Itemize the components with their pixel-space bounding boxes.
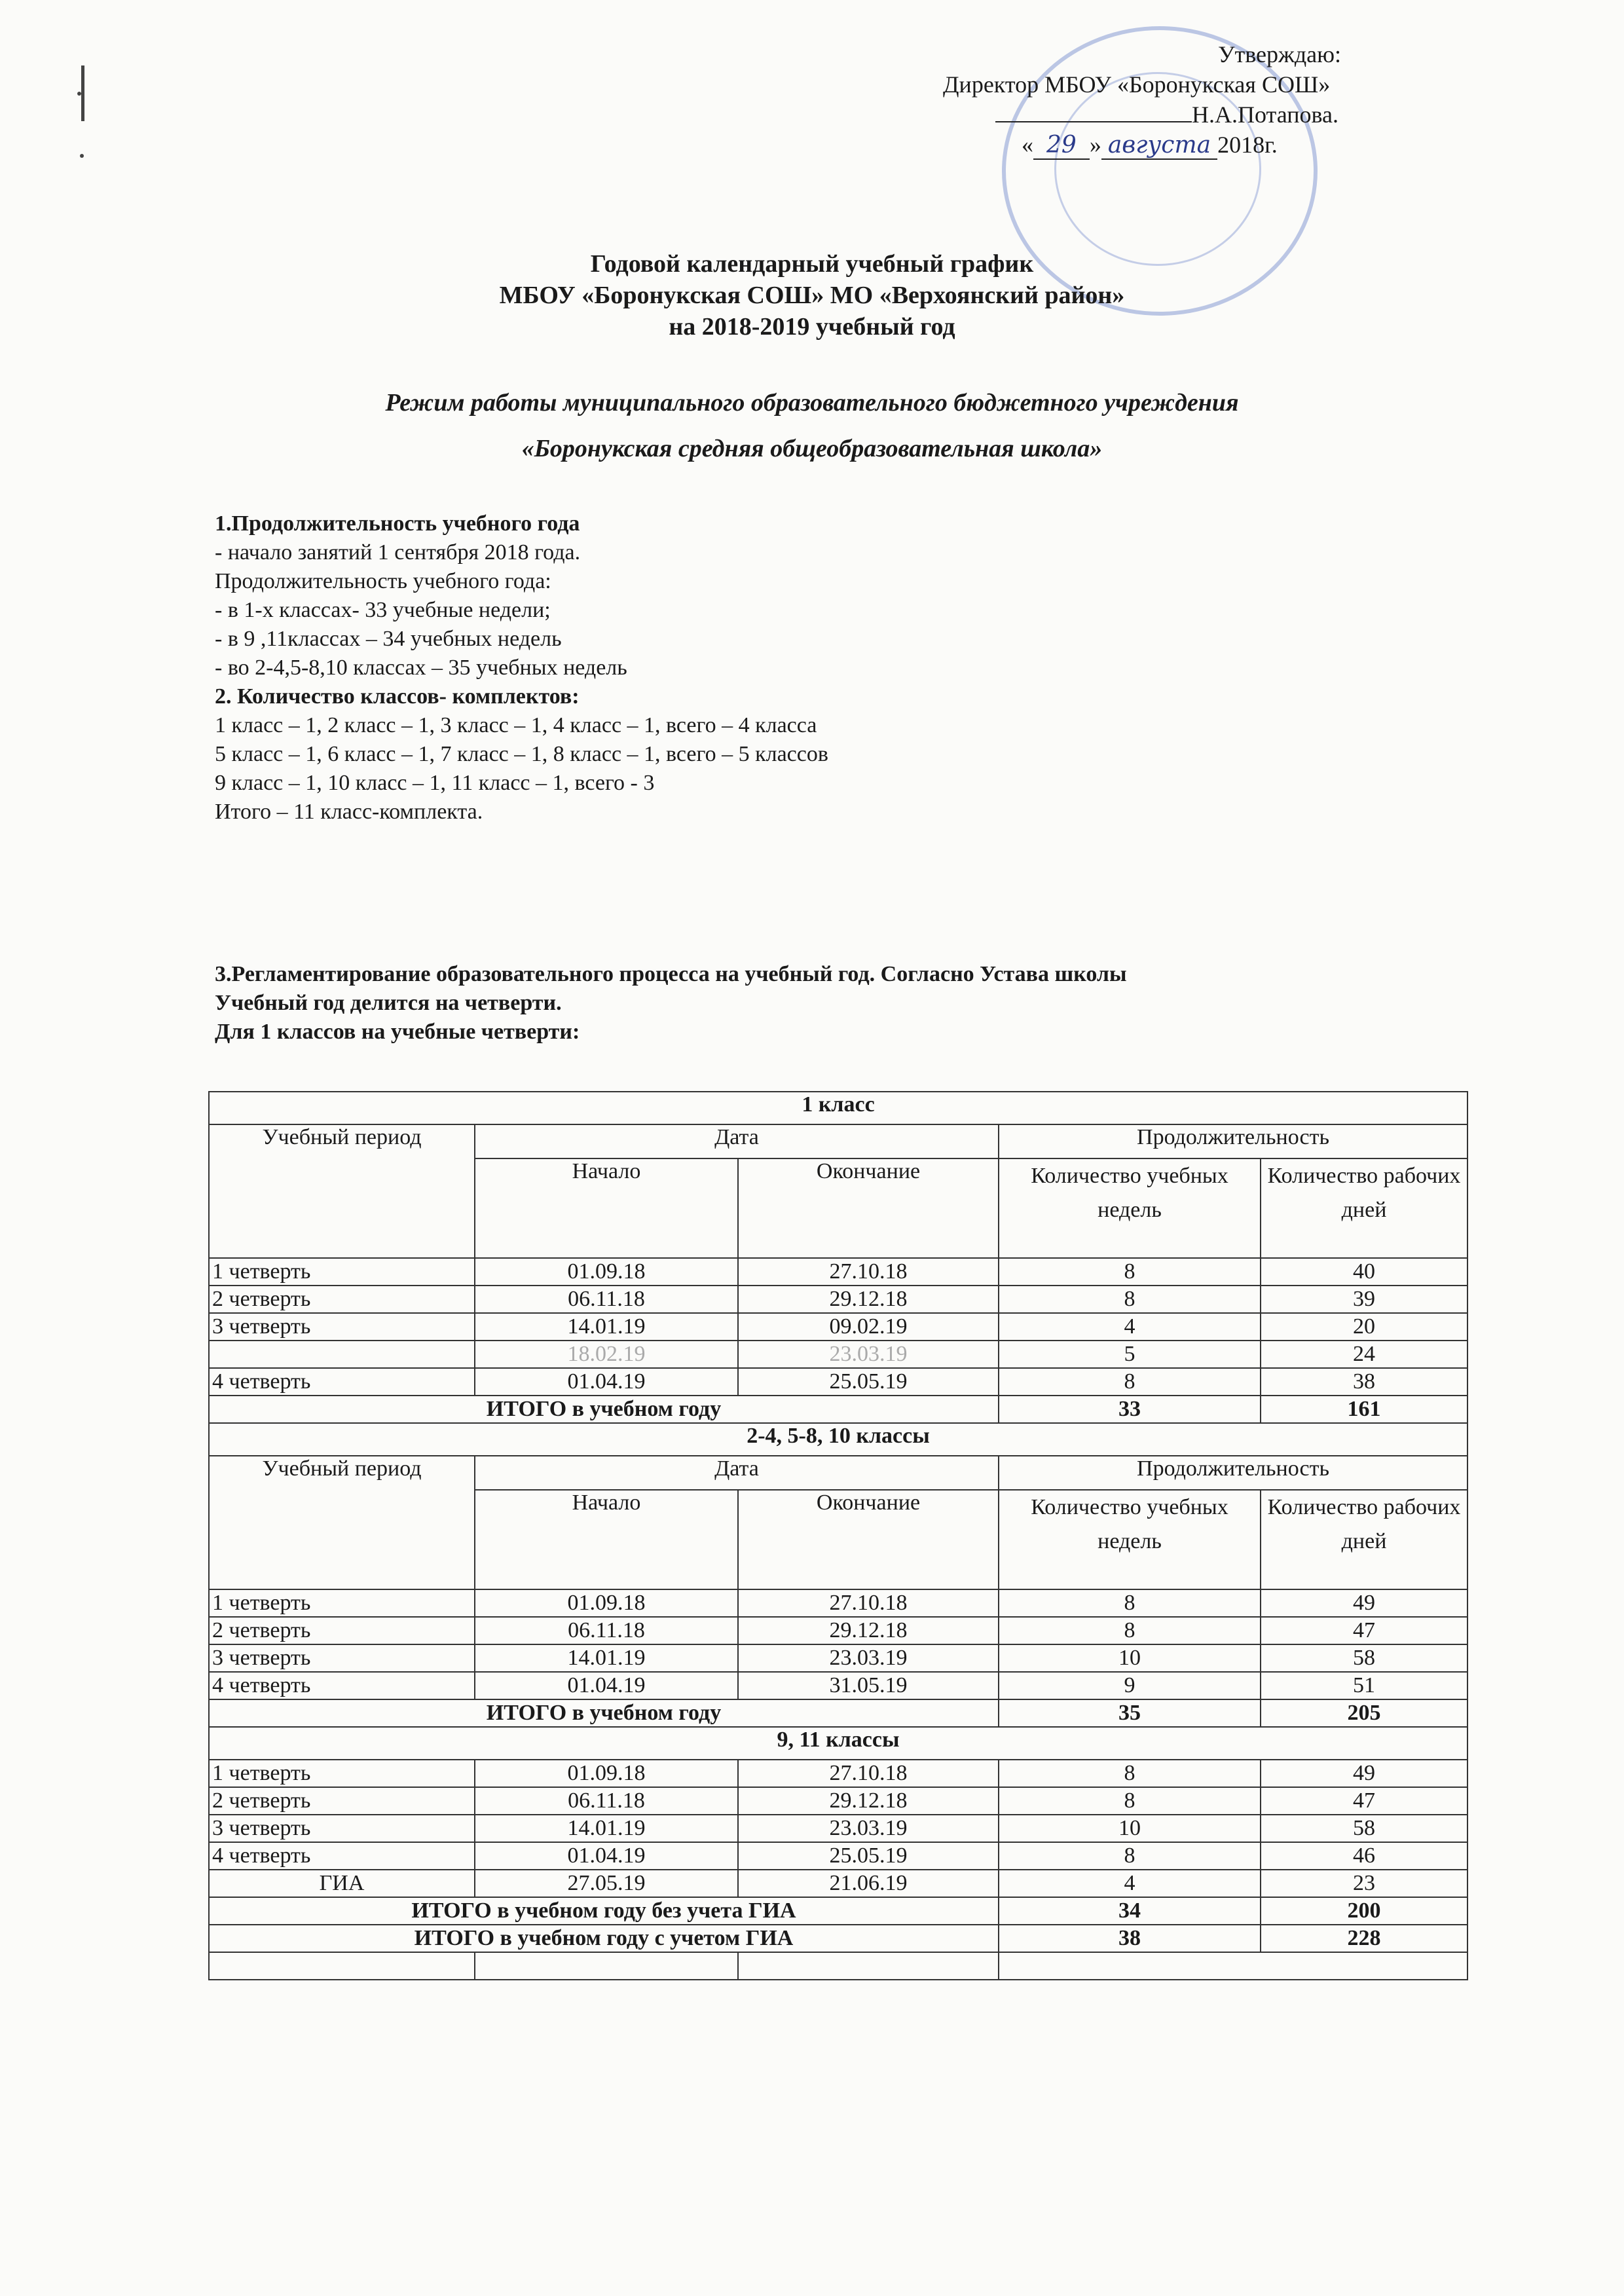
header-date: Дата <box>475 1124 999 1158</box>
header-duration: Продолжительность <box>999 1456 1467 1490</box>
cell-end: 25.05.19 <box>738 1368 999 1396</box>
cell-period: 3 четверть <box>209 1815 475 1842</box>
header-period: Учебный период <box>209 1124 475 1258</box>
cell-days: 58 <box>1261 1644 1467 1672</box>
group-title: 9, 11 классы <box>209 1727 1467 1760</box>
total-row <box>209 1396 1467 1423</box>
document-title-line3: на 2018-2019 учебный год <box>669 313 955 341</box>
cell-start: 27.05.19 <box>475 1870 738 1897</box>
empty-cell <box>738 1952 999 1980</box>
header-period: Учебный период <box>209 1456 475 1589</box>
table-row <box>209 1286 1467 1313</box>
group-title: 1 класс <box>209 1092 1467 1124</box>
cell-period: 4 четверть <box>209 1842 475 1870</box>
cell-start: 01.09.18 <box>475 1760 738 1787</box>
cell-start: 06.11.18 <box>475 1787 738 1815</box>
section-2-line: Итого – 11 класс-комплекта. <box>215 800 483 824</box>
scan-dot <box>80 154 84 158</box>
cell-period: 2 четверть <box>209 1617 475 1644</box>
header-row <box>209 1124 1467 1158</box>
cell-start: 06.11.18 <box>475 1617 738 1644</box>
cell-weeks: 5 <box>999 1341 1261 1368</box>
document-subtitle-line1: Режим работы муниципального образовательного бюджетного учреждения <box>385 389 1239 417</box>
cell-start: 06.11.18 <box>475 1286 738 1313</box>
table-row <box>209 1815 1467 1842</box>
section-1-line: - в 1-х классах- 33 учебные недели; <box>215 598 551 622</box>
empty-row <box>209 1952 1467 1980</box>
total-weeks: 35 <box>999 1699 1261 1727</box>
cell-start: 14.01.19 <box>475 1644 738 1672</box>
date-quote-open: « <box>1022 132 1033 158</box>
cell-days: 40 <box>1261 1258 1467 1286</box>
cell-weeks: 8 <box>999 1787 1261 1815</box>
cell-weeks: 8 <box>999 1589 1261 1617</box>
cell-weeks: 4 <box>999 1870 1261 1897</box>
total-row <box>209 1699 1467 1727</box>
cell-days: 39 <box>1261 1286 1467 1313</box>
total-label: ИТОГО в учебном году <box>209 1699 999 1727</box>
cell-weeks: 4 <box>999 1313 1261 1341</box>
document-title-line1: Годовой календарный учебный график <box>590 250 1034 278</box>
cell-end: 27.10.18 <box>738 1760 999 1787</box>
table-row <box>209 1760 1467 1787</box>
cell-start: 01.09.18 <box>475 1258 738 1286</box>
section-2-line: 1 класс – 1, 2 класс – 1, 3 класс – 1, 4 класс – 1, всего – 4 класса <box>215 713 817 737</box>
cell-days: 49 <box>1261 1589 1467 1617</box>
approval-name: Н.А.Потапова. <box>1192 102 1338 128</box>
cell-weeks: 10 <box>999 1815 1261 1842</box>
cell-period: 1 четверть <box>209 1589 475 1617</box>
table-row <box>209 1313 1467 1341</box>
cell-period: 2 четверть <box>209 1787 475 1815</box>
cell-weeks: 8 <box>999 1760 1261 1787</box>
header-weeks: Количество учебных недель <box>999 1490 1261 1589</box>
cell-end: 23.03.19 <box>738 1341 999 1368</box>
approval-block <box>904 39 1493 160</box>
table-row <box>209 1644 1467 1672</box>
cell-weeks: 8 <box>999 1368 1261 1396</box>
cell-days: 23 <box>1261 1870 1467 1897</box>
cell-days: 49 <box>1261 1760 1467 1787</box>
date-year: 2018г. <box>1217 132 1278 158</box>
section-3-line: Для 1 классов на учебные четверти: <box>215 1020 580 1044</box>
empty-cell <box>209 1952 475 1980</box>
header-row <box>209 1456 1467 1490</box>
cell-period: 3 четверть <box>209 1313 475 1341</box>
cell-end: 21.06.19 <box>738 1870 999 1897</box>
table-row <box>209 1617 1467 1644</box>
cell-days: 24 <box>1261 1341 1467 1368</box>
total-weeks: 34 <box>999 1897 1261 1925</box>
section-1-line: - во 2-4,5-8,10 классах – 35 учебных недель <box>215 656 627 680</box>
table-row <box>209 1870 1467 1897</box>
group-title: 2-4, 5-8, 10 классы <box>209 1423 1467 1456</box>
section-2-line: 5 класс – 1, 6 класс – 1, 7 класс – 1, 8 класс – 1, всего – 5 классов <box>215 742 828 766</box>
cell-period: 4 четверть <box>209 1368 475 1396</box>
cell-period: 2 четверть <box>209 1286 475 1313</box>
cell-period: 4 четверть <box>209 1672 475 1699</box>
total-days: 161 <box>1261 1396 1467 1423</box>
cell-start: 14.01.19 <box>475 1313 738 1341</box>
cell-start: 01.04.19 <box>475 1842 738 1870</box>
scan-mark <box>81 65 84 121</box>
cell-period <box>209 1341 475 1368</box>
document-title-line2: МБОУ «Боронукская СОШ» МО «Верхоянский район» <box>499 282 1125 309</box>
cell-period: 1 четверть <box>209 1760 475 1787</box>
cell-end: 29.12.18 <box>738 1286 999 1313</box>
total-label: ИТОГО в учебном году без учета ГИА <box>209 1897 999 1925</box>
section-1-line: - начало занятий 1 сентября 2018 года. <box>215 540 581 565</box>
section-1-line: - в 9 ,11классах – 34 учебных недель <box>215 627 562 651</box>
group-title-row <box>209 1092 1467 1124</box>
table-row <box>209 1672 1467 1699</box>
cell-end: 27.10.18 <box>738 1258 999 1286</box>
total-label: ИТОГО в учебном году <box>209 1396 999 1423</box>
total-label: ИТОГО в учебном году с учетом ГИА <box>209 1925 999 1952</box>
cell-period: 3 четверть <box>209 1644 475 1672</box>
section-2-heading: 2. Количество классов- комплектов: <box>215 684 580 709</box>
total-row <box>209 1897 1467 1925</box>
cell-weeks: 8 <box>999 1258 1261 1286</box>
cell-days: 20 <box>1261 1313 1467 1341</box>
empty-cell <box>475 1952 738 1980</box>
total-days: 200 <box>1261 1897 1467 1925</box>
header-date: Дата <box>475 1456 999 1490</box>
section-1-heading: 1.Продолжительность учебного года <box>215 511 580 536</box>
header-end: Окончание <box>738 1490 999 1589</box>
section-3 <box>215 960 1492 1046</box>
approval-signature-line <box>904 100 1493 130</box>
cell-start: 18.02.19 <box>475 1341 738 1368</box>
cell-period: ГИА <box>209 1870 475 1897</box>
table-row <box>209 1787 1467 1815</box>
date-quote-close: » <box>1089 132 1101 158</box>
section-3-line: Учебный год делится на четверти. <box>215 991 562 1015</box>
header-duration: Продолжительность <box>999 1124 1467 1158</box>
total-weeks: 38 <box>999 1925 1261 1952</box>
cell-weeks: 10 <box>999 1644 1261 1672</box>
cell-start: 01.04.19 <box>475 1672 738 1699</box>
header-end: Окончание <box>738 1158 999 1258</box>
cell-days: 47 <box>1261 1617 1467 1644</box>
table-row <box>209 1368 1467 1396</box>
header-weeks: Количество учебных недель <box>999 1158 1261 1258</box>
cell-weeks: 9 <box>999 1672 1261 1699</box>
total-days: 205 <box>1261 1699 1467 1727</box>
total-days: 228 <box>1261 1925 1467 1952</box>
cell-end: 09.02.19 <box>738 1313 999 1341</box>
empty-cell <box>999 1952 1467 1980</box>
section-1 <box>215 509 1492 826</box>
table-row <box>209 1589 1467 1617</box>
cell-end: 25.05.19 <box>738 1842 999 1870</box>
header-days: Количество рабочих дней <box>1261 1158 1467 1258</box>
cell-period: 1 четверть <box>209 1258 475 1286</box>
total-weeks: 33 <box>999 1396 1261 1423</box>
header-days: Количество рабочих дней <box>1261 1490 1467 1589</box>
section-3-line: 3.Регламентирование образовательного процесса на учебный год. Согласно Устава школы <box>215 962 1127 986</box>
table-row <box>209 1258 1467 1286</box>
date-day: 29 <box>1033 132 1090 160</box>
header-start: Начало <box>475 1158 738 1258</box>
schedule-table <box>208 1091 1468 1980</box>
cell-end: 23.03.19 <box>738 1815 999 1842</box>
cell-weeks: 8 <box>999 1286 1261 1313</box>
cell-days: 46 <box>1261 1842 1467 1870</box>
section-2-line: 9 класс – 1, 10 класс – 1, 11 класс – 1, всего - 3 <box>215 771 655 795</box>
cell-days: 47 <box>1261 1787 1467 1815</box>
cell-start: 01.04.19 <box>475 1368 738 1396</box>
total-row <box>209 1925 1467 1952</box>
cell-start: 01.09.18 <box>475 1589 738 1617</box>
date-month: августа <box>1101 132 1217 160</box>
cell-start: 14.01.19 <box>475 1815 738 1842</box>
cell-weeks: 8 <box>999 1842 1261 1870</box>
cell-weeks: 8 <box>999 1617 1261 1644</box>
document-subtitle-line2: «Боронукская средняя общеобразовательная школа» <box>521 435 1103 462</box>
approval-director: Директор МБОУ «Боронукская СОШ» <box>943 71 1331 98</box>
cell-days: 38 <box>1261 1368 1467 1396</box>
section-1-line: Продолжительность учебного года: <box>215 569 551 593</box>
table-row <box>209 1842 1467 1870</box>
approval-date <box>904 130 1493 160</box>
cell-end: 23.03.19 <box>738 1644 999 1672</box>
cell-days: 58 <box>1261 1815 1467 1842</box>
cell-end: 29.12.18 <box>738 1787 999 1815</box>
group-title-row <box>209 1727 1467 1760</box>
cell-end: 31.05.19 <box>738 1672 999 1699</box>
header-start: Начало <box>475 1490 738 1589</box>
signature <box>995 102 1192 122</box>
cell-end: 27.10.18 <box>738 1589 999 1617</box>
scan-dot <box>77 92 81 96</box>
group-title-row <box>209 1423 1467 1456</box>
cell-days: 51 <box>1261 1672 1467 1699</box>
approval-heading: Утверждаю: <box>1218 41 1342 67</box>
table-row <box>209 1341 1467 1368</box>
cell-end: 29.12.18 <box>738 1617 999 1644</box>
